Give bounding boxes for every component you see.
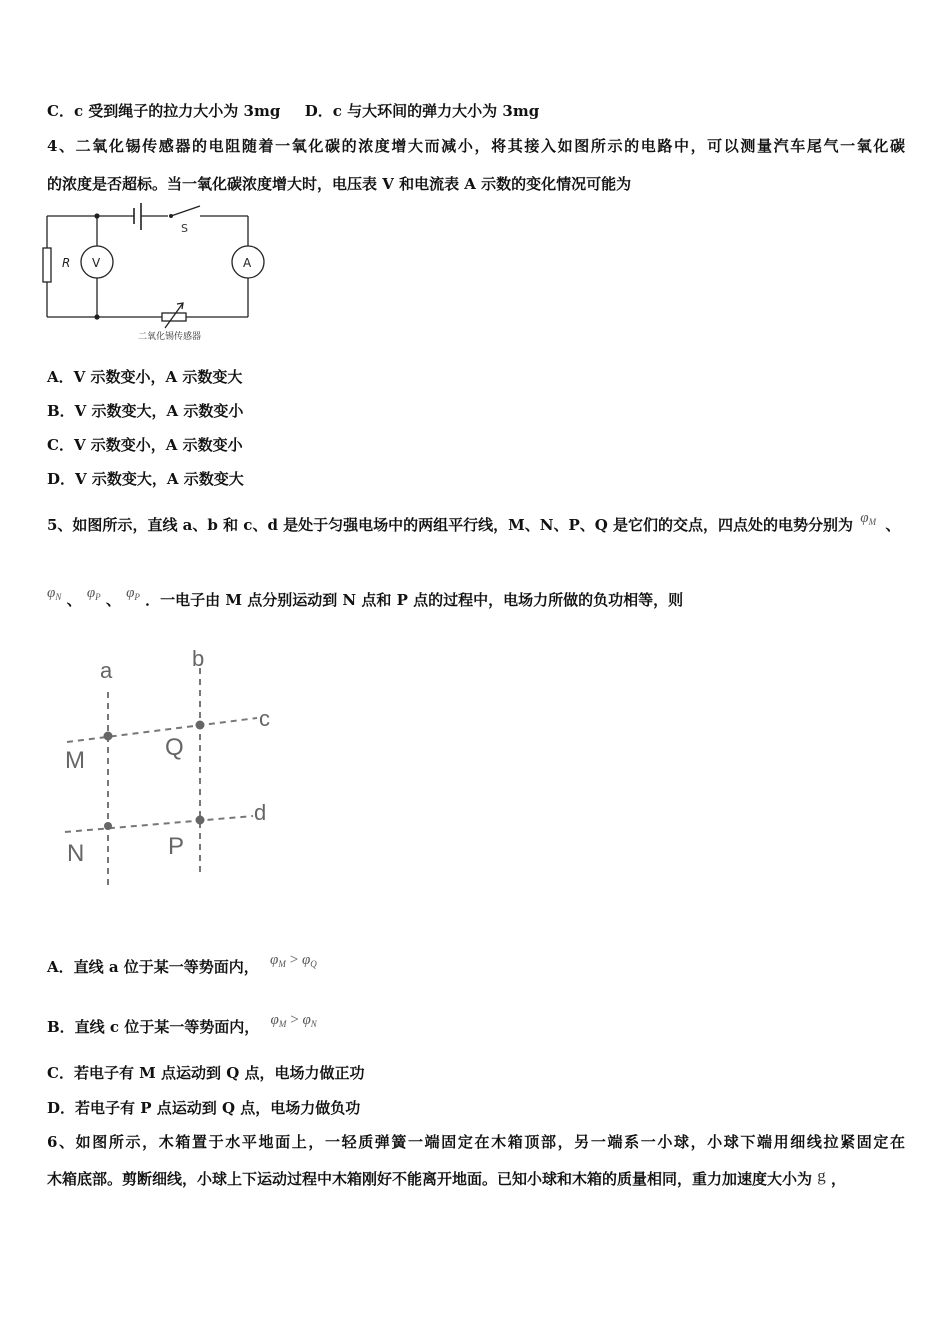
q4-stem-line1: 4、二氧化锡传感器的电阻随着一氧化碳的浓度增大而减小，将其接入如图所示的电路中，可以测量汽车尾气一氧化碳	[47, 137, 905, 155]
phi-n-symbol: $\varphi_N$	[47, 585, 62, 602]
q5-option-c: C．若电子有 M 点运动到 Q 点，电场力做正功	[47, 1064, 365, 1082]
voltmeter-label: V	[92, 256, 101, 270]
line-c-label: c	[259, 706, 270, 731]
q5-stem-text1: 5、如图所示，直线 a、b 和 c、d 是处于匀强电场中的两组平行线，M、N、P、Q 是它们的交点，四点处的电势分别为	[47, 516, 854, 534]
phi-m-gt-phi-q: $\varphi_M > \varphi_Q$	[270, 952, 317, 969]
q4-stem-line2: 的浓度是否超标。当一氧化碳浓度增大时，电压表 V 和电流表 A 示数的变化情况可能为	[47, 175, 632, 193]
prev-option-d: D．c 与大环间的弹力大小为 3mg	[304, 102, 540, 120]
prev-options-line	[47, 101, 539, 121]
phi-p-symbol-2: $\varphi_P$	[126, 585, 140, 602]
line-a-label: a	[100, 658, 113, 683]
phi-m-symbol: $\varphi_M$	[860, 510, 877, 527]
q5-option-d: D．若电子有 P 点运动到 Q 点，电场力做负功	[47, 1099, 361, 1117]
sensor-caption: 二氧化锡传感器	[138, 332, 202, 342]
q4-circuit-figure	[40, 200, 280, 345]
point-m-label: M	[65, 747, 85, 774]
q4-option-a: A．V 示数变小，A 示数变大	[47, 368, 243, 386]
point-q-label: Q	[165, 734, 184, 761]
q5-option-a: A．直线 a 位于某一等势面内， $\varphi_M > \varphi_Q$	[47, 952, 317, 976]
q6-stem-line1: 6、如图所示，木箱置于水平地面上，一轻质弹簧一端固定在木箱顶部，另一端系一小球，小球下端用细线拉紧固定在	[47, 1133, 905, 1151]
line-d-label: d	[254, 800, 267, 825]
point-n-label: N	[67, 840, 85, 867]
q5-field-figure	[55, 640, 295, 890]
q5-option-b: B．直线 c 位于某一等势面内， $\varphi_M > \varphi_N$	[47, 1012, 317, 1036]
ammeter-label: A	[243, 256, 252, 270]
q5-stem-line2: $\varphi_N$ 、 $\varphi_P$ 、 $\varphi_P$ ．一电子由 M 点分别运动到 N 点和 P 点的过程中，电场力所做的负功相等，则	[47, 585, 684, 609]
q4-option-d: D．V 示数变大，A 示数变大	[47, 470, 244, 488]
line-b-label: b	[192, 646, 205, 671]
phi-m-gt-phi-n: $\varphi_M > \varphi_N$	[270, 1012, 317, 1029]
prev-option-c: C．c 受到绳子的拉力大小为 3mg	[47, 102, 281, 120]
gravity-symbol: g	[817, 1166, 826, 1185]
switch-label: S	[181, 222, 188, 235]
q5-stem-text2: ．一电子由 M 点分别运动到 N 点和 P 点的过程中，电场力所做的负功相等，则	[145, 591, 684, 609]
point-p-label: P	[168, 833, 185, 860]
q4-option-c: C．V 示数变小，A 示数变小	[47, 436, 243, 454]
q5-stem-line1: 5、如图所示，直线 a、b 和 c、d 是处于匀强电场中的两组平行线，M、N、P、Q 是它们的交点，四点处的电势分别为 $\varphi_M$ 、	[47, 510, 901, 534]
q4-option-b: B．V 示数变大，A 示数变小	[47, 402, 244, 420]
q6-stem-line2: 木箱底部。剪断细线，小球上下运动过程中木箱刚好不能离开地面。已知小球和木箱的质量相同，重力加速度大小为 g ，	[47, 1166, 846, 1188]
resistor-label: R	[62, 256, 71, 270]
phi-p-symbol: $\varphi_P$	[86, 585, 101, 602]
